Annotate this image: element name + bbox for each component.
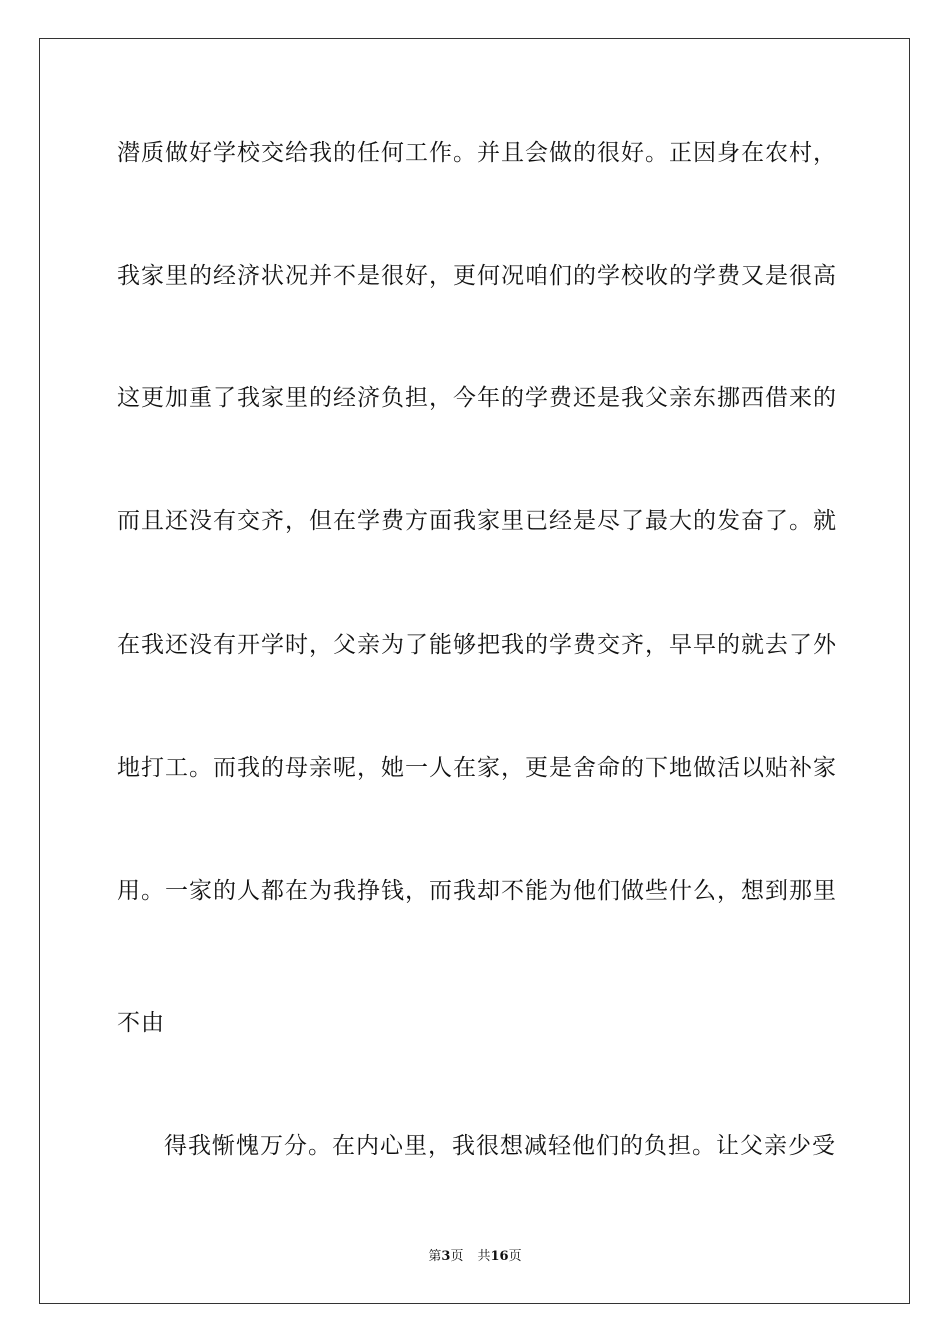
page-number: 3 <box>441 1249 451 1264</box>
total-pages: 16 <box>490 1249 509 1264</box>
body-text-line-8: 不由 <box>117 1010 165 1036</box>
body-text-line-1: 潜质做好学校交给我的任何工作。并且会做的很好。正因身在农村， <box>117 140 837 166</box>
page-border <box>39 38 910 1304</box>
total-prefix: 共 <box>477 1249 491 1264</box>
body-text-line-6: 地打工。而我的母亲呢，她一人在家，更是舍命的下地做活以贴补家 <box>117 755 837 781</box>
page-suffix: 页 <box>450 1249 464 1264</box>
body-text-line-9: 得我惭愧万分。在内心里，我很想减轻他们的负担。让父亲少受 <box>164 1133 836 1159</box>
body-text-line-4: 而且还没有交齐，但在学费方面我家里已经是尽了最大的发奋了。就 <box>117 508 837 534</box>
body-text-line-2: 我家里的经济状况并不是很好，更何况咱们的学校收的学费又是很高 <box>117 263 837 289</box>
body-text-line-5: 在我还没有开学时，父亲为了能够把我的学费交齐，早早的就去了外 <box>117 632 837 658</box>
body-text-line-3: 这更加重了我家里的经济负担，今年的学费还是我父亲东挪西借来的 <box>117 385 837 411</box>
body-text-line-7: 用。一家的人都在为我挣钱，而我却不能为他们做些什么，想到那里 <box>117 878 837 904</box>
total-suffix: 页 <box>508 1249 522 1264</box>
page-footer <box>0 1248 950 1266</box>
page-prefix: 第 <box>428 1249 442 1264</box>
